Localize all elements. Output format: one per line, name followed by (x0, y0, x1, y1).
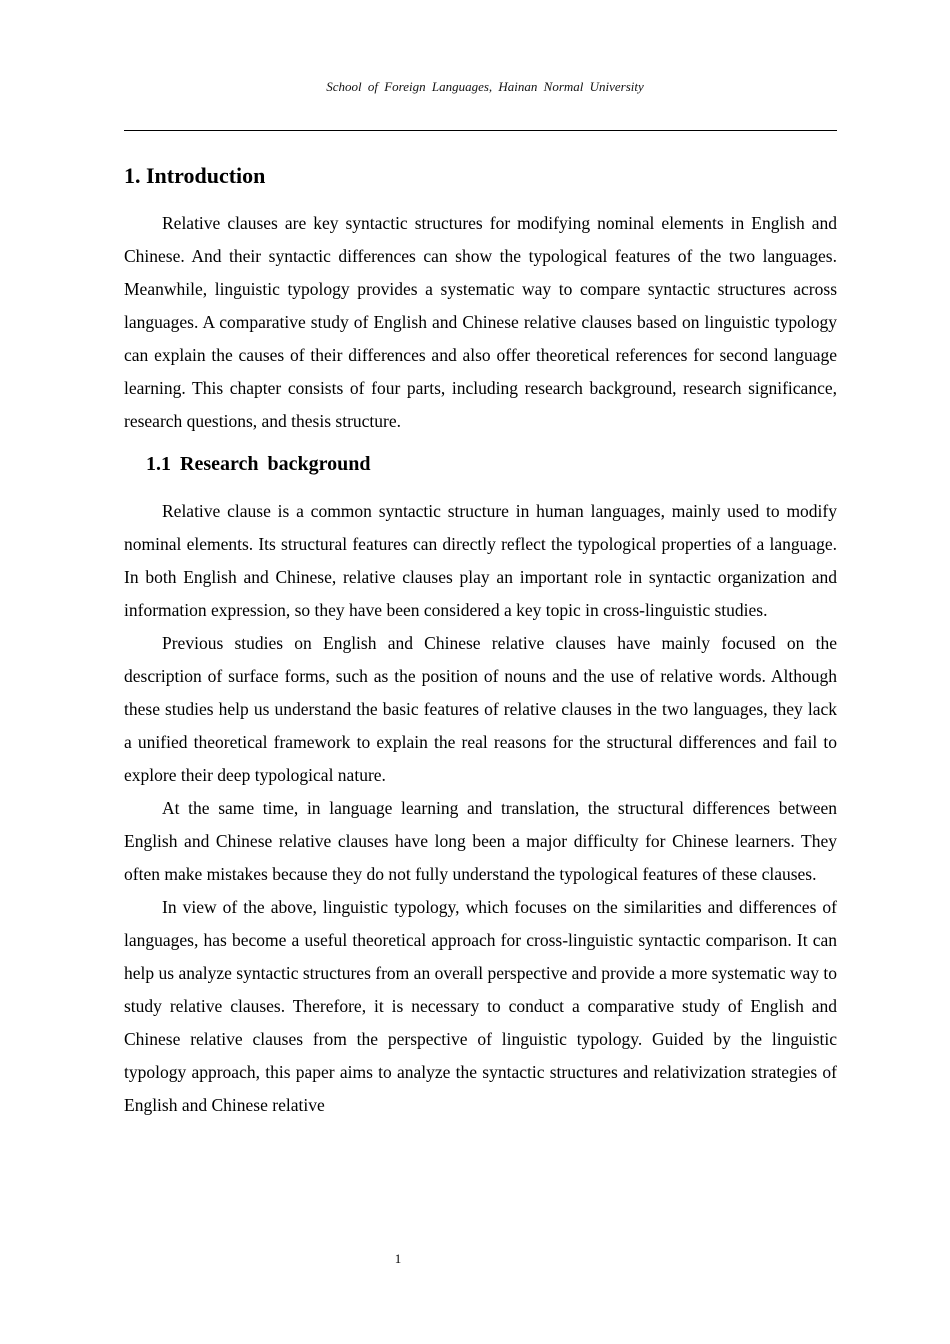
header-divider (124, 130, 837, 131)
paragraph-background-4: In view of the above, linguistic typology, which focuses on the similarities and differences of languages, has become a useful theoretical approach for cross-linguistic syntactic comparison. It can help us analyze syntactic structures from an overall perspective and provide a more systematic way to study relative clauses. Therefore, it is necessary to conduct a comparative study of English and Chinese relative clauses from the perspective of linguistic typology. Guided by the linguistic typology approach, this paper aims to analyze the syntactic structures and relativization strategies of English and Chinese relative (124, 897, 837, 1115)
page-body (124, 160, 837, 1122)
paragraph-background-3: At the same time, in language learning and translation, the structural differences between English and Chinese relative clauses have long been a major difficulty for Chinese learners. They often make mistakes because they do not fully understand the typological features of these clauses. (124, 798, 837, 884)
running-header: School of Foreign Languages, Hainan Normal University (326, 79, 644, 94)
paragraph-background-1: Relative clause is a common syntactic structure in human languages, mainly used to modify nominal elements. Its structural features can directly reflect the typological properties of a language. In both English and Chinese, relative clauses play an important role in syntactic organization and information expression, so they have been considered a key topic in cross-linguistic studies. (124, 501, 837, 620)
paragraph-intro: Relative clauses are key syntactic structures for modifying nominal elements in English and Chinese. And their syntactic differences can show the typological features of the two languages. Meanwhile, linguistic typology provides a systematic way to compare syntactic structures across languages. A comparative study of English and Chinese relative clauses based on linguistic typology can explain the causes of their differences and also offer theoretical references for second language learning. This chapter consists of four parts, including research background, research significance, research questions, and thesis structure. (124, 213, 837, 431)
subsection-heading: 1.1 Research background (146, 453, 371, 475)
page-number: 1 (394, 1251, 402, 1266)
paragraph-background-2: Previous studies on English and Chinese relative clauses have mainly focused on the description of surface forms, such as the position of nouns and the use of relative words. Although these studies help us understand the basic features of relative clauses in the two languages, they lack a unified theoretical framework to explain the real reasons for the structural differences and fail to explore their deep typological nature. (124, 633, 837, 785)
section-heading: 1. Introduction (124, 163, 266, 188)
